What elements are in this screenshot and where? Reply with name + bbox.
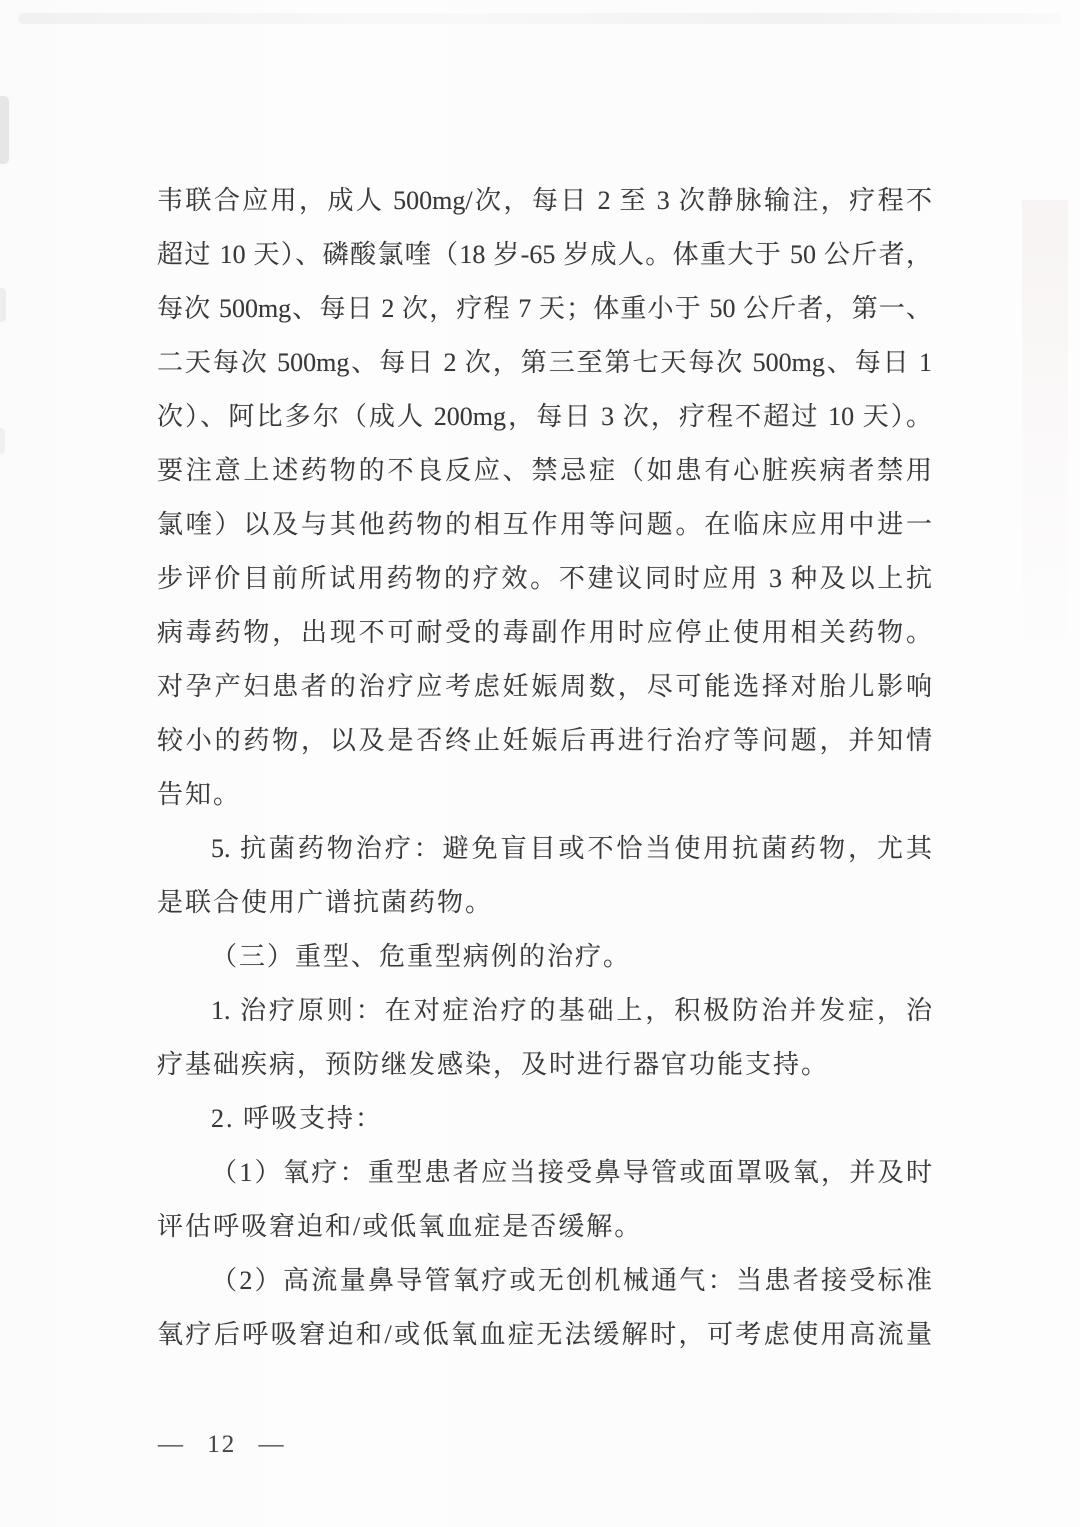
text-line: 氯喹）以及与其他药物的相互作用等问题。在临床应用中进一 [157, 510, 932, 539]
text-line: 1. 治疗原则：在对症治疗的基础上，积极防治并发症，治 [211, 996, 932, 1025]
text-line: 对孕产妇患者的治疗应考虑妊娠周数，尽可能选择对胎儿影响 [157, 672, 932, 701]
scan-smudge-left-edge [0, 428, 5, 454]
text-line: 步评价目前所试用药物的疗效。不建议同时应用 3 种及以上抗 [157, 564, 932, 593]
text-line: 病毒药物，出现不可耐受的毒副作用时应停止使用相关药物。 [157, 618, 932, 647]
scan-smudge-top [18, 13, 1062, 24]
page-body-text [157, 174, 932, 1362]
text-line: 疗基础疾病，预防继发感染，及时进行器官功能支持。 [157, 1050, 830, 1079]
text-line: （三）重型、危重型病例的治疗。 [211, 942, 632, 971]
text-line: 告知。 [157, 780, 242, 809]
text-line: 二天每次 500mg、每日 2 次，第三至第七天每次 500mg、每日 1 [157, 348, 932, 377]
text-line: （1）氧疗：重型患者应当接受鼻导管或面罩吸氧，并及时 [211, 1158, 932, 1187]
scan-smudge-left-edge [0, 288, 6, 322]
text-line: 氧疗后呼吸窘迫和/或低氧血症无法缓解时，可考虑使用高流量 [157, 1320, 932, 1349]
text-line: 较小的药物，以及是否终止妊娠后再进行治疗等问题，并知情 [157, 726, 932, 755]
page-number: — 12 — [158, 1431, 286, 1458]
text-line: 每次 500mg、每日 2 次，疗程 7 天；体重小于 50 公斤者，第一、 [157, 294, 932, 323]
text-line: 2. 呼吸支持： [211, 1104, 384, 1133]
scan-smudge-left-edge [0, 96, 9, 164]
text-line: 韦联合应用，成人 500mg/次，每日 2 至 3 次静脉输注，疗程不 [157, 186, 932, 215]
page-footer [158, 1430, 286, 1460]
scan-smudge-right-edge [1022, 200, 1068, 660]
text-line: （2）高流量鼻导管氧疗或无创机械通气：当患者接受标准 [211, 1266, 932, 1295]
text-line: 评估呼吸窘迫和/或低氧血症是否缓解。 [157, 1212, 643, 1241]
text-line: 是联合使用广谱抗菌药物。 [157, 888, 494, 917]
text-line: 5. 抗菌药物治疗：避免盲目或不恰当使用抗菌药物，尤其 [211, 834, 932, 863]
text-line: 要注意上述药物的不良反应、禁忌症（如患有心脏疾病者禁用 [157, 456, 932, 485]
text-line: 超过 10 天）、磷酸氯喹（18 岁-65 岁成人。体重大于 50 公斤者， [157, 240, 932, 269]
text-line: 次）、阿比多尔（成人 200mg，每日 3 次，疗程不超过 10 天）。 [157, 402, 932, 431]
